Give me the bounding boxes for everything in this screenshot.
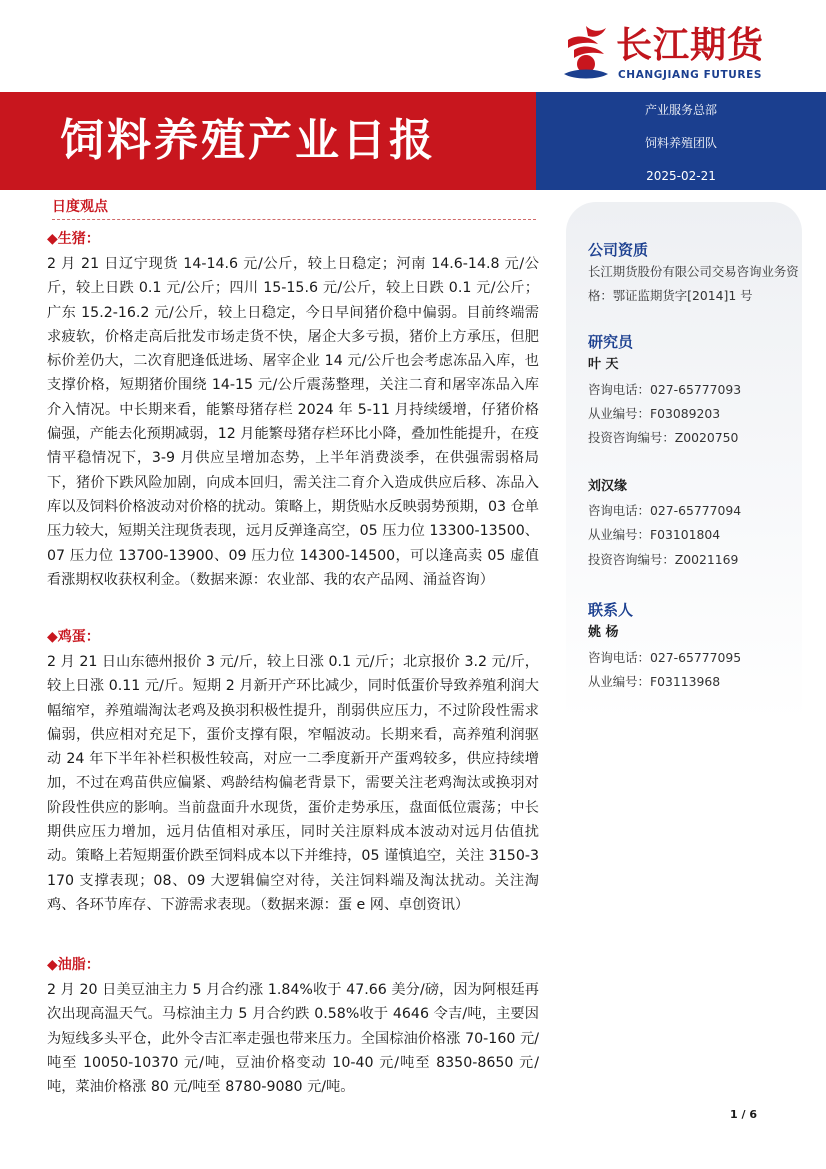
researcher-heading: 研究员 <box>588 333 634 351</box>
contact-heading: 联系人 <box>588 601 634 619</box>
researcher-name: 叶 天 <box>588 357 619 372</box>
researcher-license: 从业编号：F03101804 <box>588 527 721 542</box>
company-logo <box>560 22 790 86</box>
paragraph-eggs: 2 月 21 日山东德州报价 3 元/斤，较上日涨 0.1 元/斤；北京报价 3.2 元/斤，较上日涨 0.11 元/斤。短期 2 月新开产环比减少，同时低蛋价导致养殖利润大幅缩窄，养殖端淘汰老鸡及换羽积极性提升，削弱供应压力，不过阶段性需求偏弱，供应相对充足下，蛋价支撑有限，窄幅波动。长期来看，高养殖利润驱动 24 年下半年补栏积极性较高，对应一二季度新开产蛋鸡较多，供应持续增加，不过在鸡苗供应偏紧、鸡龄结构偏老背景下，需要关注老鸡淘汰或换羽对阶段性供应的影响。当前盘面升水现货，蛋价走势承压，盘面低位震荡；中长期供应压力增加，远月估值相对承压，同时关注原料成本波动对远月估值扰动。策略上若短期蛋价跌至饲料成本以下并维持，05 谨慎追空，关注 3150-3170 支撑表现；08、09 大逻辑偏空对待，关注饲料端及淘汰扰动。关注淘鸡、各环节库存、下游需求表现。（数据来源：蛋 e 网、卓创资讯） <box>47 654 539 913</box>
contact-name: 姚 杨 <box>588 625 619 640</box>
team-label: 饲料养殖团队 <box>644 136 717 150</box>
company-qualification-text: 长江期货股份有限公司交易咨询业务资格：鄂证监期货字[2014]1 号 <box>588 264 799 303</box>
researcher-license: 从业编号：F03089203 <box>588 406 721 421</box>
paragraph-oils: 2 月 20 日美豆油主力 5 月合约涨 1.84%收于 47.66 美分/磅，因为阿根廷再次出现高温天气。马棕油主力 5 月合约跌 0.58%收于 4646 令吉/吨，主要因为短线多头平仓，此外令吉汇率走强也带来压力。全国棕油价格涨 70-160 元/吨至 10050-10370 元/吨，豆油价格变动 10-40 元/吨至 8350-8650 元/吨，菜油价格涨 80 元/吨至 8780-9080 元/吨。 <box>47 982 539 1096</box>
contact-license: 从业编号：F03113968 <box>588 674 721 689</box>
info-banner <box>536 92 826 190</box>
dragon-boat-logo-icon <box>560 22 612 84</box>
report-date: 2025-02-21 <box>646 169 716 183</box>
researcher-advisory-number: 投资咨询编号：Z0021169 <box>588 552 739 567</box>
heading-hogs: ◆生猪： <box>47 231 100 247</box>
section-label-daily-view: 日度观点 <box>52 199 108 215</box>
researcher-phone: 咨询电话：027-65777094 <box>588 503 742 518</box>
researcher-phone: 咨询电话：027-65777093 <box>588 382 742 397</box>
researcher-name: 刘汉缘 <box>588 479 628 494</box>
paragraph-hogs: 2 月 21 日辽宁现货 14-14.6 元/公斤，较上日稳定；河南 14.6-14.8 元/公斤，较上日跌 0.1 元/公斤；四川 15-15.6 元/公斤，较上日跌 0.1 元/公斤；广东 15.2-16.2 元/公斤，较上日稳定，今日早间猪价稳中偏弱。目前终端需求疲软，价格走高后批发市场走货不快，屠企大多亏损，猪价上方承压，但肥标价差仍大，二次育肥逢低进场、屠宰企业 14 元/公斤也会考虑冻品入库，也支撑价格，短期猪价围绕 14-15 元/公斤震荡整理，关注二育和屠宰冻品入库介入情况。中长期来看，能繁母猪存栏 2024 年 5-11 月持续缓增，仔猪价格偏强，产能去化预期减弱，12 月能繁母猪存栏环比小降，叠加性能提升，在疫情平稳情况下，3-9 月供应呈增加态势，上半年消费淡季，在供强需弱格局下，猪价下跌风险加剧，向成本回归，需关注二育介入造成供应后移、冻品入库以及饲料价格波动对价格的扰动。策略上，期货贴水反映弱势预期，03 仓单压力较大，短期关注现货表现，远月反弹逢高空，05 压力位 13300-13500、07 压力位 13700-13900、09 压力位 14300-14500，可以逢高卖 05 虚值看涨期权收获权利金。（数据来源：农业部、我的农产品网、涌益咨询） <box>47 256 539 588</box>
department-label: 产业服务总部 <box>644 103 717 117</box>
heading-eggs: ◆鸡蛋： <box>47 629 100 645</box>
report-title: 饲料养殖产业日报 <box>60 115 436 166</box>
contact-phone: 咨询电话：027-65777095 <box>588 650 742 665</box>
section-divider <box>52 219 536 220</box>
heading-oils: ◆油脂： <box>47 957 100 973</box>
page-number: 1 / 6 <box>730 1108 757 1121</box>
logo-chinese-name: 长江期货 <box>616 25 765 66</box>
company-qualification-heading: 公司资质 <box>588 241 649 259</box>
logo-english-name: CHANGJIANG FUTURES <box>618 69 763 81</box>
researcher-advisory-number: 投资咨询编号：Z0020750 <box>588 430 739 445</box>
